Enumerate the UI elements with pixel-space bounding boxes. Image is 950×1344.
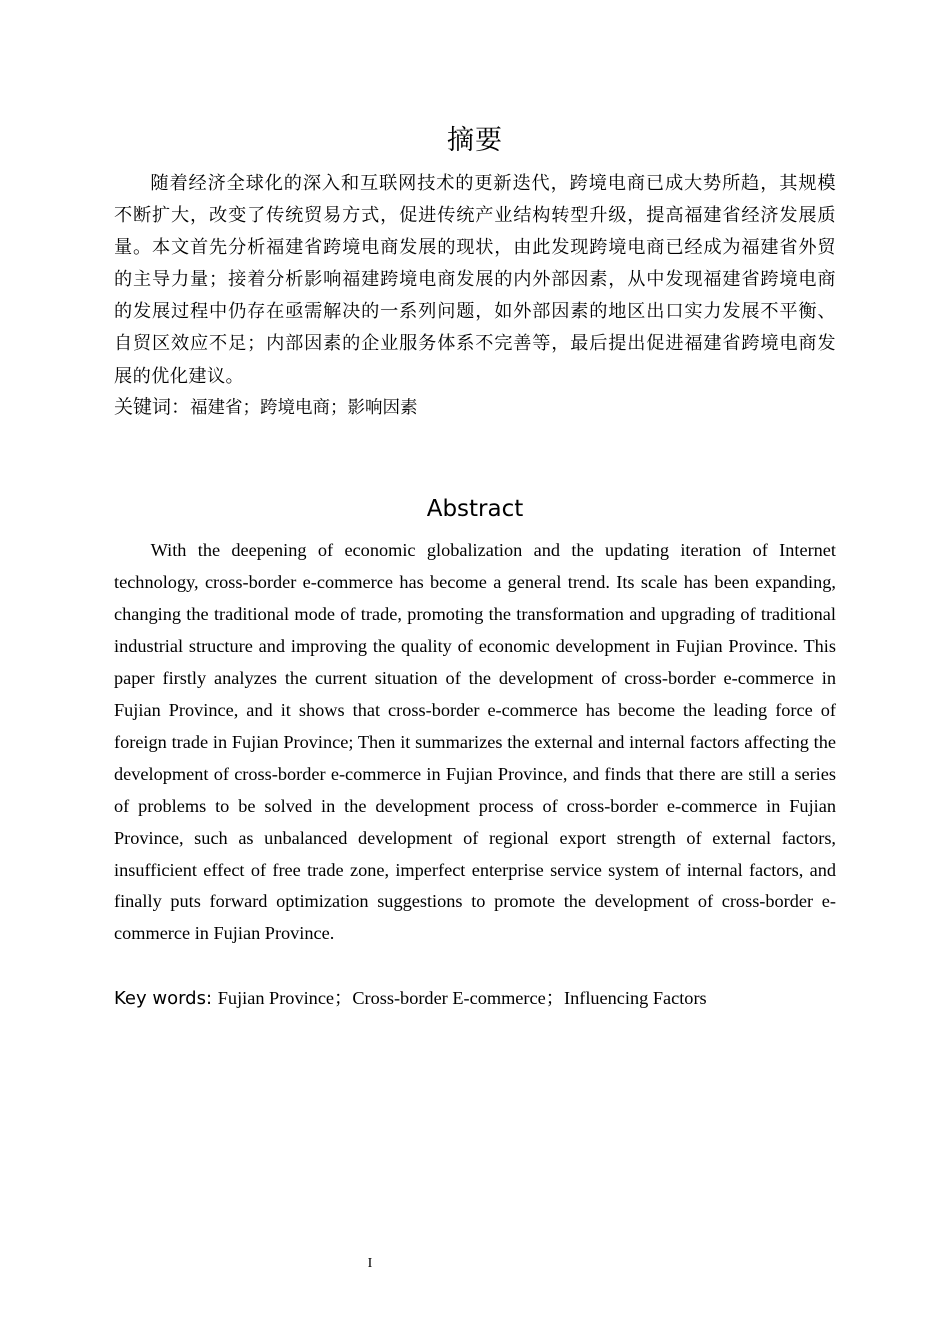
english-keywords-label: Key words: (114, 988, 218, 1009)
chinese-keywords-value: 福建省；跨境电商；影响因素 (190, 398, 418, 418)
english-keywords-line (114, 983, 836, 1014)
chinese-keywords-line (114, 392, 836, 423)
chinese-keywords-label: 关键词： (114, 396, 191, 418)
english-keywords-value: Fujian Province；Cross-border E-commerce；Influencing Factors (217, 988, 707, 1008)
english-abstract-body: With the deepening of economic globalization and the updating iteration of Internet technology, cross-border e-commerce has become a general trend. Its scale has been expanding, changing the traditional mode of trade, promoting the transformation and upgrading of traditional industrial structure and improving the quality of economic development in Fujian Province. This paper firstly analyzes the current situation of the development of cross-border e-commerce in Fujian Province, and it shows that cross-border e-commerce has become the leading force of foreign trade in Fujian Province; Then it summarizes the external and internal factors affecting the development of cross-border e-commerce in Fujian Province, and finds that there are still a series of problems to be solved in the development process of cross-border e-commerce in Fujian Province, such as unbalanced development of regional export strength of external factors, insufficient effect of free trade zone, imperfect enterprise service system of internal factors, and finally puts forward optimization suggestions to promote the development of cross-border e-commerce in Fujian Province. (114, 540, 836, 944)
english-abstract-title: Abstract (426, 496, 524, 522)
chinese-abstract-title: 摘要 (447, 125, 503, 156)
chinese-abstract-body: 随着经济全球化的深入和互联网技术的更新迭代，跨境电商已成大势所趋，其规模不断扩大，改变了传统贸易方式，促进传统产业结构转型升级，提高福建省经济发展质量。本文首先分析福建省跨境电商发展的现状，由此发现跨境电商已经成为福建省外贸的主导力量；接着分析影响福建跨境电商发展的内外部因素，从中发现福建省跨境电商的发展过程中仍存在亟需解决的一系列问题，如外部因素的地区出口实力发展不平衡、自贸区效应不足；内部因素的企业服务体系不完善等，最后提出促进福建省跨境电商发展的优化建议。 (114, 173, 836, 387)
page-number: I (367, 1256, 373, 1271)
